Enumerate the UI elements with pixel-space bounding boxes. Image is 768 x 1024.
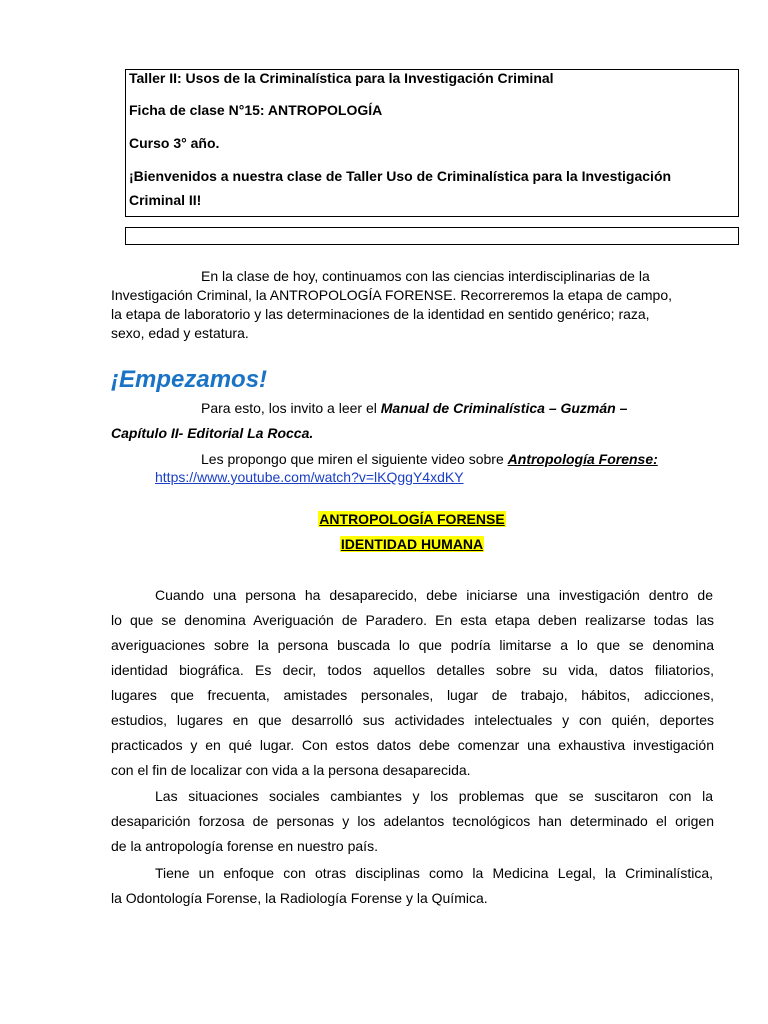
empty-box	[125, 227, 739, 245]
intro-line-1: En la clase de hoy, continuamos con las ciencias interdisciplinarias de la	[201, 268, 650, 284]
body-line-7: practicados y en qué lugar. Con estos datos debe comenzar una exhaustiva investigación	[111, 737, 714, 753]
body-line-6: estudios, lugares en que desarrolló sus actividades intelectuales y con quién, deportes	[111, 712, 714, 728]
body-line-4: identidad biográfica. Es decir, todos aquellos detalles sobre su vida, datos filiatorios,	[111, 662, 714, 678]
body-line-11: de la antropología forense en nuestro país.	[111, 838, 378, 854]
section-title-2-text: IDENTIDAD HUMANA	[340, 536, 484, 552]
body-line-8: con el fin de localizar con vida a la persona desaparecida.	[111, 762, 471, 778]
section-heading: ¡Empezamos!	[111, 366, 268, 393]
intro-line-2: Investigación Criminal, la ANTROPOLOGÍA FORENSE. Recorreremos la etapa de campo,	[111, 287, 672, 303]
video-link[interactable]: https://www.youtube.com/watch?v=lKQggY4xdKY	[155, 469, 464, 485]
welcome-line-1: ¡Bienvenidos a nuestra clase de Taller Uso de Criminalística para la Investigación	[129, 168, 672, 184]
body-line-3: averiguaciones sobre la persona buscada lo que podría limitarse a lo que se denomina	[111, 637, 714, 653]
body-line-2: lo que se denomina Averiguación de Paradero. En esta etapa deben realizarse todas las	[111, 612, 714, 628]
reading-prefix: Para esto, los invito a leer el	[201, 400, 381, 416]
video-topic: Antropología Forense:	[507, 451, 658, 467]
section-title-1	[111, 511, 713, 527]
course-title: Taller II: Usos de la Criminalística para la Investigación Criminal	[129, 70, 554, 86]
body-line-5: lugares que frecuenta, amistades personales, lugar de trabajo, hábitos, adicciones,	[111, 687, 714, 703]
intro-line-3: la etapa de laboratorio y las determinaciones de la identidad en sentido genérico; raza,	[111, 306, 650, 322]
video-prefix: Les propongo que miren el siguiente video sobre	[201, 451, 508, 467]
body-line-1: Cuando una persona ha desaparecido, debe iniciarse una investigación dentro de	[155, 587, 713, 603]
section-title-2	[111, 536, 713, 552]
section-title-1-text: ANTROPOLOGÍA FORENSE	[319, 511, 505, 527]
video-line	[201, 451, 658, 467]
book-chapter: Capítulo II- Editorial La Rocca.	[111, 425, 314, 441]
body-line-9: Las situaciones sociales cambiantes y los problemas que se suscitaron con la	[155, 788, 713, 804]
class-sheet-title: Ficha de clase N°15: ANTROPOLOGÍA	[129, 102, 383, 118]
welcome-line-2: Criminal II!	[129, 192, 202, 208]
intro-line-4: sexo, edad y estatura.	[111, 325, 249, 341]
course-year: Curso 3° año.	[129, 135, 220, 151]
book-title: Manual de Criminalística – Guzmán –	[380, 400, 628, 416]
reading-line	[201, 400, 627, 416]
body-line-12: Tiene un enfoque con otras disciplinas como la Medicina Legal, la Criminalística,	[155, 865, 713, 881]
body-line-10: desaparición forzosa de personas y los adelantos tecnológicos han determinado el origen	[111, 813, 714, 829]
body-line-13: la Odontología Forense, la Radiología Forense y la Química.	[111, 890, 488, 906]
